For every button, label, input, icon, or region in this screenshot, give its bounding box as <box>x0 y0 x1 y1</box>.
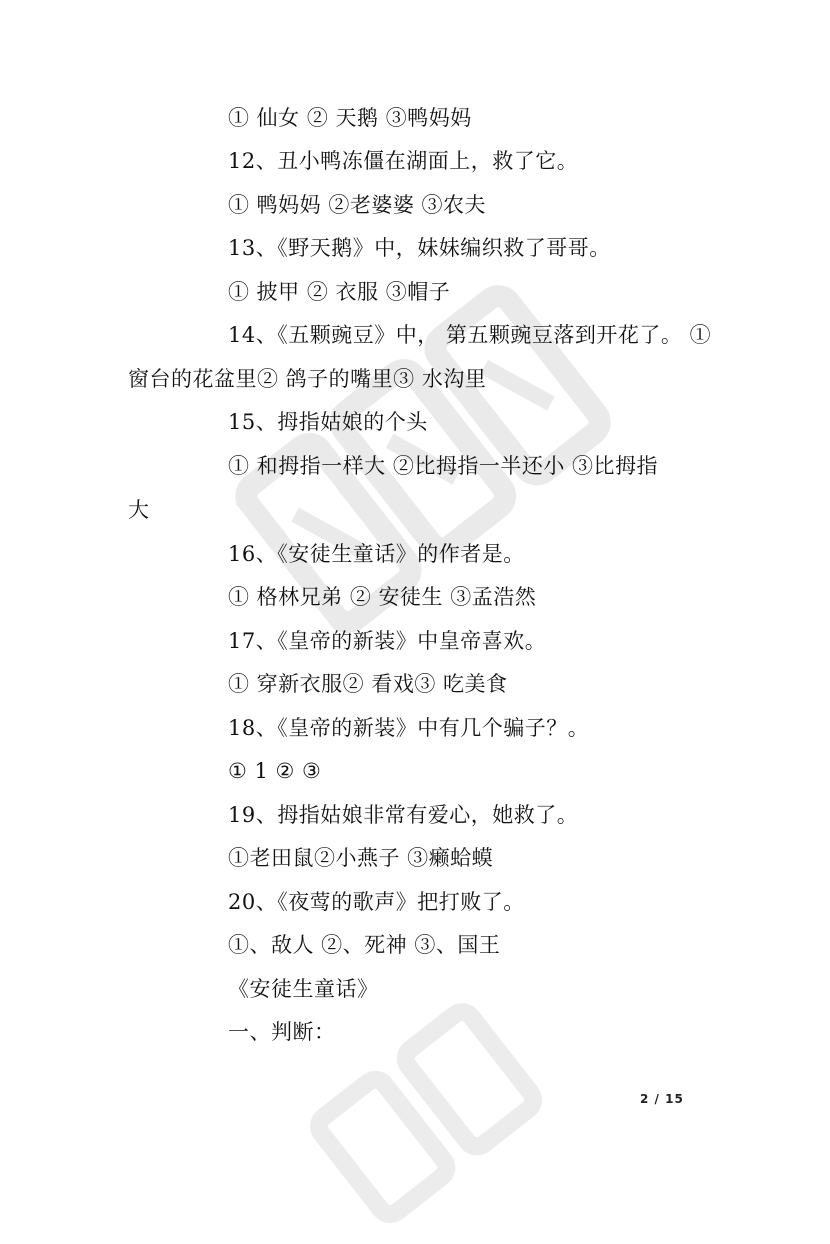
text-line: 窗台的花盆里② 鸽子的嘴里③ 水沟里 <box>128 367 487 391</box>
text-line: ① 鸭妈妈 ②老婆婆 ③农夫 <box>228 193 487 217</box>
text-line: 13、《野天鹅》中，妹妹编织救了哥哥。 <box>228 236 611 260</box>
text-line: 17、《皇帝的新装》中皇帝喜欢。 <box>228 629 547 653</box>
text-line: 19、拇指姑娘非常有爱心，她救了。 <box>228 803 579 827</box>
text-line: ① 仙女 ② 天鹅 ③鸭妈妈 <box>228 106 472 130</box>
section-heading: 一、判断： <box>228 1020 336 1044</box>
text-line: 16、《安徒生童话》的作者是。 <box>228 542 525 566</box>
page-number: 2 / 15 <box>640 1092 684 1106</box>
text-line: ① 穿新衣服② 看戏③ 吃美食 <box>228 672 508 696</box>
text-line: 大 <box>128 498 150 522</box>
text-line: ①、敌人 ②、死神 ③、国王 <box>228 933 501 957</box>
text-line: 12、丑小鸭冻僵在湖面上，救了它。 <box>228 149 579 173</box>
text-line: 14、《五颗豌豆》中， 第五颗豌豆落到开花了。 ① <box>228 323 712 347</box>
text-line: ① 和拇指一样大 ②比拇指一半还小 ③比拇指 <box>228 454 659 478</box>
text-line: 20、《夜莺的歌声》把打败了。 <box>228 890 525 914</box>
text-line: 18、《皇帝的新装》中有几个骗子？。 <box>228 716 590 740</box>
text-line: ① 1 ② ③ <box>228 759 322 783</box>
text-line: ① 披甲 ② 衣服 ③帽子 <box>228 280 451 304</box>
text-line: ①老田鼠②小燕子 ③癞蛤蟆 <box>228 846 494 870</box>
section-title: 《安徒生童话》 <box>228 977 379 1001</box>
text-line: ① 格林兄弟 ② 安徒生 ③孟浩然 <box>228 585 537 609</box>
text-line: 15、拇指姑娘的个头 <box>228 410 428 434</box>
